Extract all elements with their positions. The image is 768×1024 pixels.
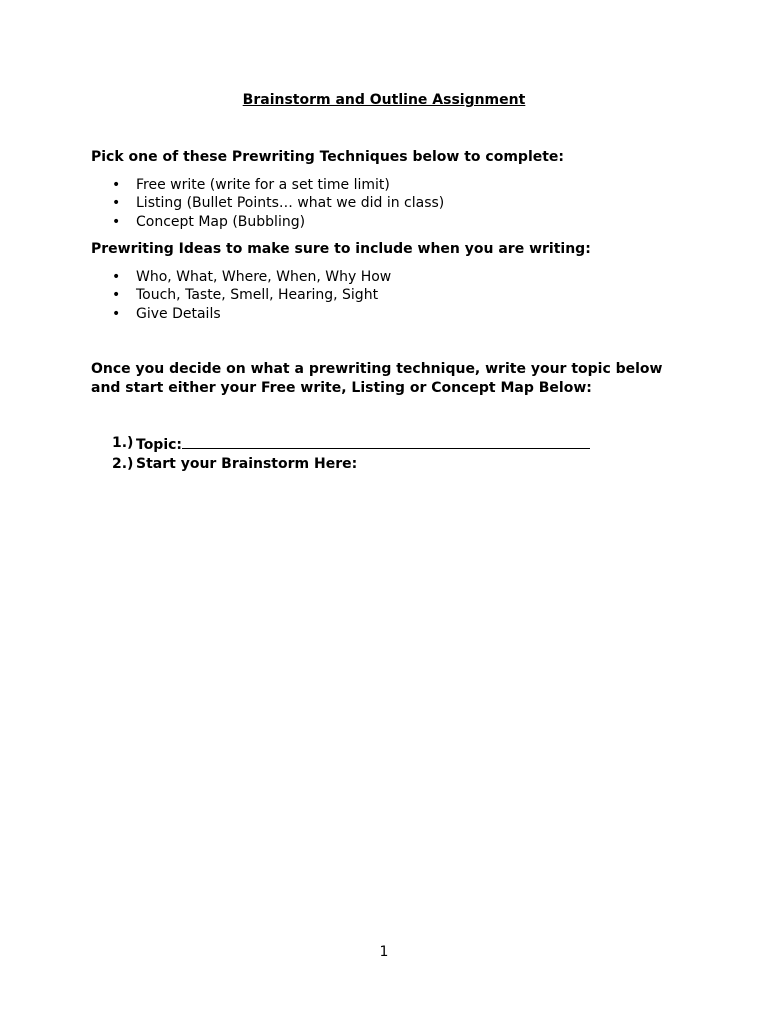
step-brainstorm	[112, 455, 590, 474]
list-item-text: Concept Map (Bubbling)	[136, 213, 306, 230]
step-label: Start your Brainstorm Here:	[136, 455, 358, 472]
page-number: 1	[379, 944, 389, 960]
list-item	[112, 286, 391, 304]
list-item	[112, 213, 444, 231]
step-number: 1.)	[112, 435, 134, 451]
instructions-line-2: and start either your Free write, Listing or Concept Map Below:	[91, 379, 592, 396]
list-item-text: Who, What, Where, When, Why How	[136, 269, 392, 285]
step-label: Topic:	[136, 437, 183, 453]
list-item	[112, 268, 391, 286]
steps-list	[112, 434, 590, 473]
step-number: 2.)	[112, 455, 134, 472]
list-item	[112, 194, 444, 212]
ideas-list	[112, 268, 391, 323]
document-title: Brainstorm and Outline Assignment	[242, 92, 526, 108]
instructions-paragraph	[91, 360, 691, 397]
bullet-icon: •	[112, 195, 121, 212]
section-heading-ideas: Prewriting Ideas to make sure to include when you are writing:	[91, 241, 591, 257]
techniques-list	[112, 176, 444, 231]
bullet-icon: •	[112, 213, 121, 230]
list-item-text: Give Details	[136, 305, 221, 322]
list-item-text: Touch, Taste, Smell, Hearing, Sight	[136, 287, 379, 304]
instructions-line-1: Once you decide on what a prewriting technique, write your topic below	[91, 361, 663, 377]
list-item	[112, 305, 391, 323]
list-item	[112, 176, 444, 194]
list-item-text: Free write (write for a set time limit)	[136, 177, 390, 193]
bullet-icon: •	[112, 305, 121, 322]
topic-blank-line[interactable]	[182, 434, 590, 449]
bullet-icon: •	[112, 269, 121, 285]
bullet-icon: •	[112, 287, 121, 304]
list-item-text: Listing (Bullet Points… what we did in class)	[136, 195, 445, 212]
step-topic	[112, 434, 590, 455]
section-heading-techniques: Pick one of these Prewriting Techniques below to complete:	[91, 149, 565, 165]
bullet-icon: •	[112, 177, 121, 193]
